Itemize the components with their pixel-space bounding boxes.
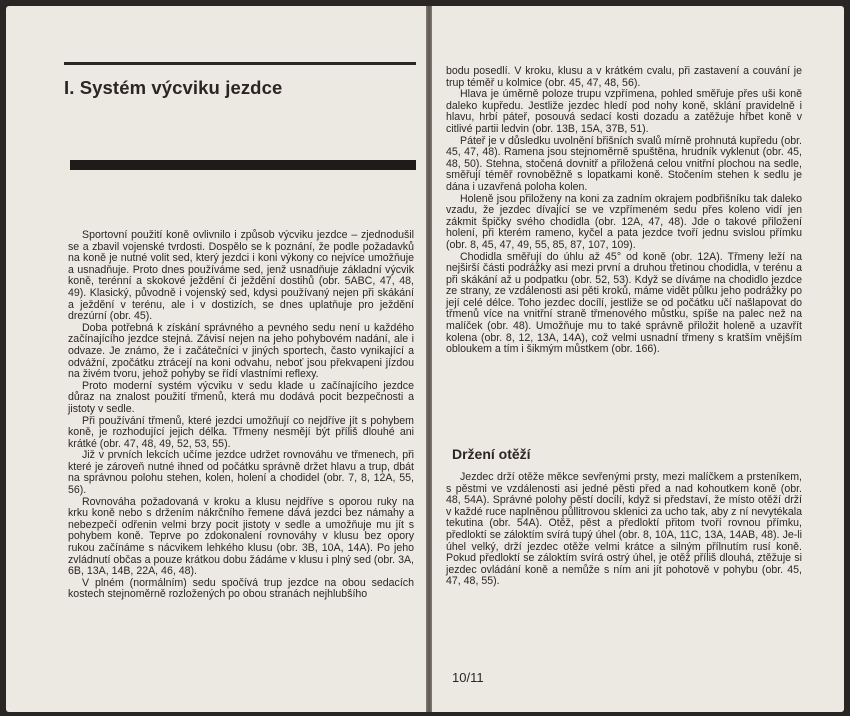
right-page (432, 6, 844, 712)
section-heading: Držení otěží (452, 446, 531, 462)
paragraph: Doba potřebná k získání správného a pevného sedu není u každého začínajícího jezdce stejná. Závisí nejen na jeho pohybovém nadání, ale i odvaze. Je známo, že i začátečníci v jiných sportech, často vynikající a odvážní, zpočátku ztrácejí na koni odvahu, neboť jsou překvapeni jízdou na živém tvoru, jehož pohyby se řídí vlastními reflexy. (68, 321, 414, 381)
paragraph: Rovnováha požadovaná v kroku a klusu nejdříve s oporou ruky na krku koně nebo s držením nákrčního řemene dává jezdci bez námahy a nebezpečí odřenin velmi brzy pocit jistoty v sedle a umožňuje mu jít s pohybem koně. Teprve po zdokonalení rovnováhy v klusu bez opory rukou začínáme s nácvikem lehkého klusu (obr. 3B, 10A, 14A). Po jeho zvládnutí občas a pouze krátkou dobu žádáme v klusu i plný sed (obr. 3A, 6B, 13A, 14B, 22A, 46, 48). (68, 495, 414, 578)
paragraph: Při používání třmenů, které jezdci umožňují co nejdříve jít s pohybem koně, je rozhodující jejich délka. Třmeny nesmějí být příliš dlouhé ani krátké (obr. 47, 48, 49, 52, 53, 55). (68, 414, 414, 450)
paragraph: bodu posedlí. V kroku, klusu a v krátkém cvalu, při zastavení a couvání je trup téměř u kolmice (obr. 45, 47, 48, 56). (446, 65, 802, 89)
page-number: 10/11 (452, 670, 484, 685)
left-body-text (68, 230, 414, 601)
paragraph: Páteř je v důsledku uvolnění břišních svalů mírně prohnutá kupředu (obr. 45, 47, 48). Ramena jsou stejnoměrně spuštěna, hrudník vyklenut (obr. 45, 48, 50). Stehna, stočená dovnitř a přiložená celou vnitřní plochou na sedle, směřují téměř rovnoběžně s lopatkami koně. Stočením stehen k sedlu je dána i uzavřená poloha kolen. (446, 134, 802, 193)
left-page (6, 6, 426, 712)
paragraph: Chodidla směřují do úhlu až 45° od koně (obr. 12A). Třmeny leží na nejširší části podrážky asi mezi první a druhou třetinou chodidla, v terénu a při skákání až u podpatku (obr. 52, 53). Když se díváme na chodidlo jezdce ze strany, ze vzdálenosti asi pěti kroků, máme vidět půlku jeho podrážky po její celé délce. Toho jezdec docílí, jestliže se od počátku učí našlapovat do třmenů více na vnitřní straně třmenového můstku, spíše na palec než na malíček (obr. 48). Umožňuje mu to také správně přiložit holeně a uzavřít kolena (obr. 8, 12, 13A, 14A), což velmi usnadní třmeny s kratším vnějším obloukem a tím i šikmým můstkem (obr. 166). (446, 250, 802, 356)
chapter-title: I. Systém výcviku jezdce (64, 77, 283, 98)
paragraph: Holeně jsou přiloženy na koni za zadním okrajem podbřišníku tak daleko vzadu, že jezdec dívající se ve vzpřímeném sedu přes koleno vidí jen zákmit špičky svého chodidla (obr. 12A, 47, 48). Jde o takové přiložení holení, při kterém rameno, kyčel a pata jezdce tvoří jednu svislou přímku (obr. 8, 45, 47, 49, 55, 85, 87, 107, 109). (446, 192, 802, 251)
paragraph: Hlava je úměrně poloze trupu vzpřímena, pohled směřuje přes uši koně daleko kupředu. Jestliže jezdec hledí pod nohy koně, sklání pravidelně i hlavu, hrbí páteř, posouvá sedací kosti dozadu a zatěžuje hřbet koně v citlivé partii ledvin (obr. 13B, 15A, 37B, 51). (446, 88, 802, 135)
right-body-text (446, 66, 802, 356)
paragraph: Již v prvních lekcích učíme jezdce udržet rovnováhu ve třmenech, při které je zároveň nutné ihned od počátku správně držet hlavu a trup, dbát na správnou polohu stehen, kolen, holení a chodidel (obr. 7, 8, 12A, 55, 56). (68, 449, 414, 497)
paragraph: Jezdec drží otěže měkce sevřenými prsty, mezi malíčkem a prsteníkem, s pěstmi ve vzdálenosti asi jedné pěsti před a nad kohoutkem koně (obr. 48, 54A). Správné polohy pěstí docílí, když si představí, že místo otěží drží v každé ruce naplněnou půllitrovou sklenici za ucho tak, aby z ní nevytékala tekutina (obr. 54A). Otěž, pěst a předloktí přitom tvoří rovnou přímku, předloktí se záloktím svírá tupý úhel (obr. 8, 10A, 11C, 13A, 14AB, 48). Je-li úhel velký, drží jezdec otěže velmi krátce a silným přílnutím rusí koně. Pokud předloktí se záloktím svírá ostrý úhel, je otěž příliš dlouhá, ztěžuje si jezdec ovládání koně a nemůže s ním ani jít pohotově v pohybu (obr. 45, 47, 48, 55). (446, 471, 802, 588)
paragraph: V plném (normálním) sedu spočívá trup jezdce na obou sedacích kostech stejnoměrně rozložených po obou stranách nejhlubšího (68, 576, 414, 601)
chapter-divider-bar (70, 160, 416, 170)
paragraph: Sportovní použití koně ovlivnilo i způsob výcviku jezdce – zjednodušil se a zbavil vojenské tvrdosti. Dospělo se k poznání, že podle požadavků na koně je nutné volit sed, který jezdci i koni výkony co nejvíce umožňuje a usnadňuje. Proto dnes používáme sed, jenž usnadňuje základní výcvik koně, terénní a skokové ježdění či ježdění dostihů (obr. 5ABC, 47, 48, 49). Klasický, původně i vojenský sed, kdysi používaný nejen při skákání a ježdění v terénu, ale i v dostizích, se dnes uplatňuje pro ježdění drezúrní (obr. 45). (68, 229, 414, 323)
paragraph: Proto moderní systém výcviku v sedu klade u začínajícího jezdce důraz na znalost použití třmenů, která mu dodává pocit bezpečnosti a jistoty v sedle. (68, 379, 414, 415)
title-rule (64, 62, 416, 65)
right-body-text-2 (446, 472, 802, 588)
